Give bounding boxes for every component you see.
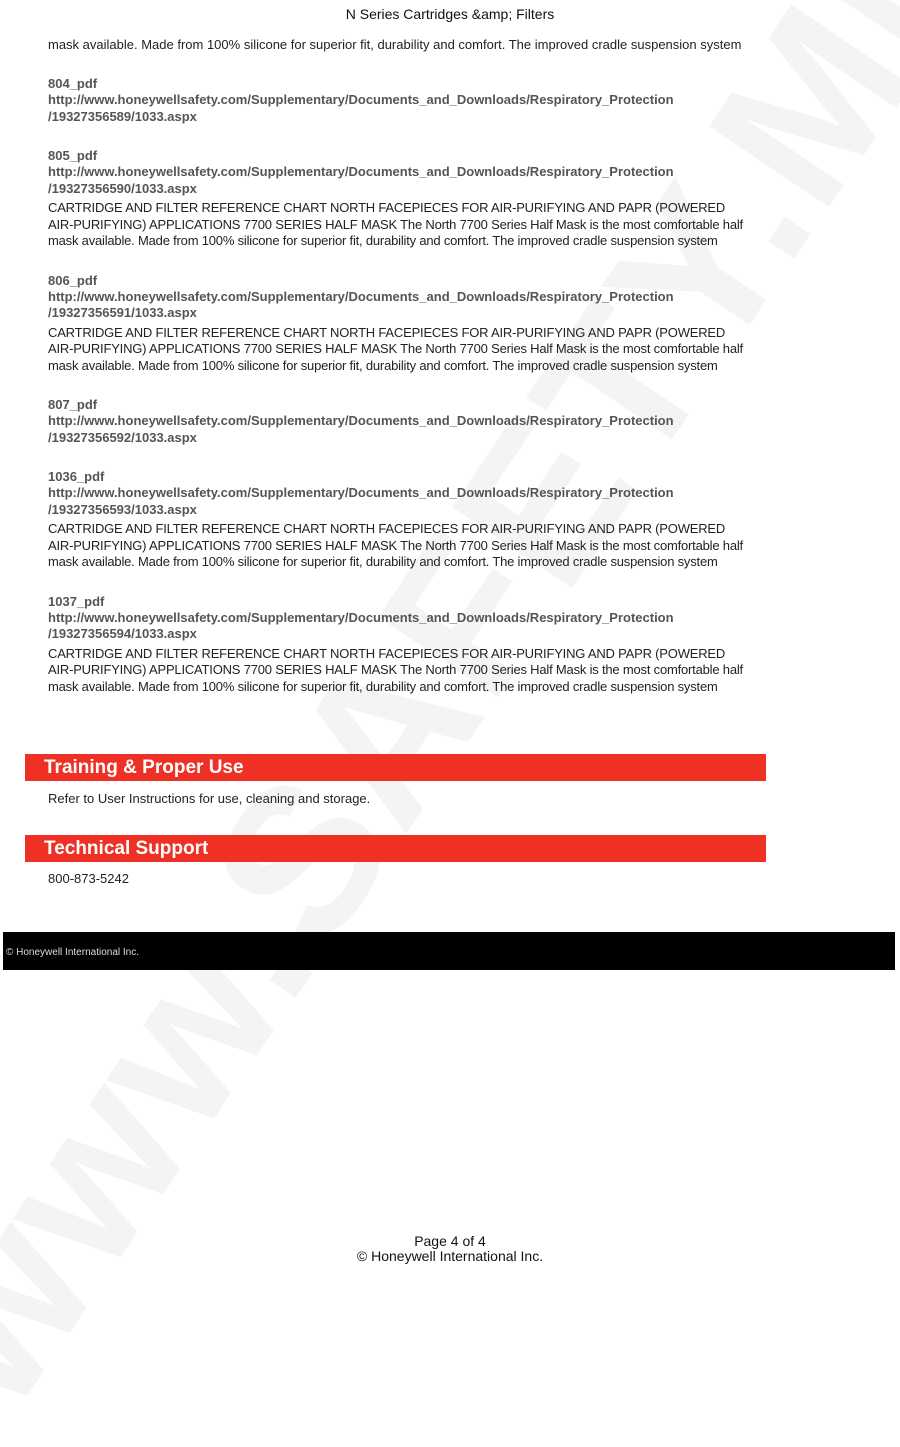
description-line: CARTRIDGE AND FILTER REFERENCE CHART NORTH FACEPIECES FOR AIR-PURIFYING AND PAPR (POWERED (48, 645, 726, 661)
description-line: mask available. Made from 100% silicone for superior fit, durability and comfort. The improved cradle suspension system (48, 678, 718, 694)
footer-copyright: © Honeywell International Inc. (6, 947, 139, 958)
document-link-line[interactable]: /19327356590/1033.aspx (48, 180, 197, 196)
document-entry (48, 593, 778, 696)
page-title: N Series Cartridges &amp; Filters (345, 6, 555, 22)
document-link-line[interactable]: http://www.honeywellsafety.com/Supplementary/Documents_and_Downloads/Respiratory_Protection (48, 288, 674, 304)
document-description (48, 646, 778, 696)
training-heading: Training & Proper Use (44, 757, 244, 778)
support-phone: 800-873-5242 (48, 871, 129, 886)
description-line: AIR-PURIFYING) APPLICATIONS 7700 SERIES HALF MASK The North 7700 Series Half Mask is the most comfortable half (48, 537, 743, 553)
documents-container (48, 75, 778, 695)
support-heading-bar (25, 835, 766, 862)
description-line: mask available. Made from 100% silicone for superior fit, durability and comfort. The improved cradle suspension system (48, 233, 718, 248)
training-text: Refer to User Instructions for use, cleaning and storage. (48, 791, 371, 806)
document-link-line[interactable]: http://www.honeywellsafety.com/Supplementary/Documents_and_Downloads/Respiratory_Protection (48, 609, 674, 625)
document-name: 1037_pdf (48, 593, 105, 609)
support-heading: Technical Support (44, 838, 209, 859)
page-number: Page 4 of 4 (414, 1233, 486, 1249)
document-link-line[interactable]: http://www.honeywellsafety.com/Supplementary/Documents_and_Downloads/Respiratory_Protection (48, 164, 674, 179)
page-copyright: © Honeywell International Inc. (356, 1248, 544, 1264)
document-entry (48, 272, 778, 375)
document-list (48, 36, 778, 717)
document-link-line[interactable]: /19327356589/1033.aspx (48, 108, 197, 124)
document-name: 1036_pdf (48, 469, 105, 484)
description-line: CARTRIDGE AND FILTER REFERENCE CHART NORTH FACEPIECES FOR AIR-PURIFYING AND PAPR (POWERED (48, 521, 726, 536)
document-link[interactable] (48, 485, 778, 518)
document-link-line[interactable]: /19327356591/1033.aspx (48, 305, 197, 320)
description-line: mask available. Made from 100% silicone for superior fit, durability and comfort. The improved cradle suspension system (48, 554, 718, 569)
document-link-line[interactable]: http://www.honeywellsafety.com/Supplementary/Documents_and_Downloads/Respiratory_Protection (48, 92, 674, 107)
document-name: 804_pdf (48, 76, 98, 91)
document-entry (48, 468, 778, 571)
document-link-line[interactable]: http://www.honeywellsafety.com/Supplementary/Documents_and_Downloads/Respiratory_Protection (48, 413, 674, 428)
document-description (48, 521, 778, 571)
description-line: AIR-PURIFYING) APPLICATIONS 7700 SERIES HALF MASK The North 7700 Series Half Mask is the most comfortable half (48, 341, 743, 356)
document-link-line[interactable]: /19327356592/1033.aspx (48, 429, 197, 445)
document-description (48, 200, 778, 250)
document-description (48, 325, 778, 375)
document-entry (48, 147, 778, 250)
document-name: 807_pdf (48, 397, 98, 412)
description-line: AIR-PURIFYING) APPLICATIONS 7700 SERIES HALF MASK The North 7700 Series Half Mask is the most comfortable half (48, 662, 743, 677)
training-heading-bar (25, 754, 766, 781)
description-line: AIR-PURIFYING) APPLICATIONS 7700 SERIES HALF MASK The North 7700 Series Half Mask is the most comfortable half (48, 216, 743, 232)
lead-text: mask available. Made from 100% silicone for superior fit, durability and comfort. The improved cradle suspension system (48, 37, 742, 52)
document-link[interactable] (48, 164, 778, 197)
footer-bar (3, 932, 895, 970)
description-line: mask available. Made from 100% silicone for superior fit, durability and comfort. The improved cradle suspension system (48, 357, 718, 373)
page-footer (0, 1234, 900, 1264)
description-line: CARTRIDGE AND FILTER REFERENCE CHART NORTH FACEPIECES FOR AIR-PURIFYING AND PAPR (POWERED (48, 200, 726, 215)
document-name: 805_pdf (48, 148, 98, 163)
document-name: 806_pdf (48, 272, 98, 288)
document-link-line[interactable]: /19327356593/1033.aspx (48, 501, 197, 517)
document-entry (48, 75, 778, 125)
document-entry (48, 396, 778, 446)
description-line: CARTRIDGE AND FILTER REFERENCE CHART NORTH FACEPIECES FOR AIR-PURIFYING AND PAPR (POWERED (48, 324, 726, 340)
document-link[interactable] (48, 92, 778, 125)
document-link-line[interactable]: /19327356594/1033.aspx (48, 626, 197, 641)
document-link-line[interactable]: http://www.honeywellsafety.com/Supplementary/Documents_and_Downloads/Respiratory_Protection (48, 485, 674, 500)
document-link[interactable] (48, 289, 778, 322)
document-link[interactable] (48, 610, 778, 643)
document-link[interactable] (48, 413, 778, 446)
